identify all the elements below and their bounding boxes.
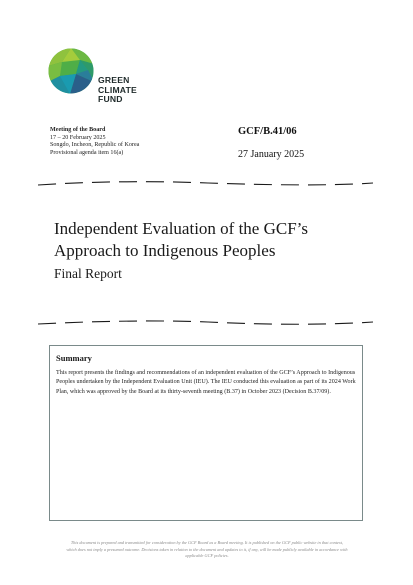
- summary-heading: Summary: [56, 353, 92, 363]
- logo-line: FUND: [98, 94, 123, 104]
- page-title: Independent Evaluation of the GCF’s Approach to Indigenous Peoples: [54, 219, 309, 260]
- logo-line: CLIMATE: [98, 84, 137, 95]
- meeting-dates: 17 – 20 February 2025: [50, 134, 106, 141]
- logo-line: GREEN: [98, 75, 130, 85]
- summary-box: [49, 345, 363, 521]
- meeting-info: [50, 127, 139, 157]
- meeting-heading: Meeting of the Board: [50, 127, 106, 133]
- logo-wordmark: [98, 76, 137, 105]
- document-date: 27 January 2025: [238, 149, 305, 160]
- footer-disclaimer: This document is prepared and transmitted for consideration by the GCF Board as a Board meeting. It is published on the GCF public website in that context, which does not imply a presumed outcome. Decisions taken in relation to the document and updates to it, if any, will be made publicly available in accordance with applicable GCF policies.: [66, 540, 348, 559]
- summary-text: This report presents the findings and recommendations of an independent evaluation of the GCF’s Approach to Indigenous Peoples undertaken by the Independent Evaluation Unit (IEU). The IEU conducted this evaluation as part of its 2024 Work Plan, which was approved by the Board at its thirty-seventh meeting (B.37) in October 2023 (Decision B.37/09).: [56, 370, 356, 395]
- document-number: GCF/B.41/06: [238, 126, 297, 137]
- gcf-globe-icon: [48, 48, 94, 94]
- meeting-location: Songdo, Incheon, Republic of Korea: [50, 142, 140, 149]
- wave-divider-bottom: [38, 319, 373, 327]
- page-subtitle: Final Report: [54, 266, 122, 281]
- meeting-agenda: Provisional agenda item 16(a): [50, 149, 124, 156]
- wave-divider-top: [38, 180, 373, 188]
